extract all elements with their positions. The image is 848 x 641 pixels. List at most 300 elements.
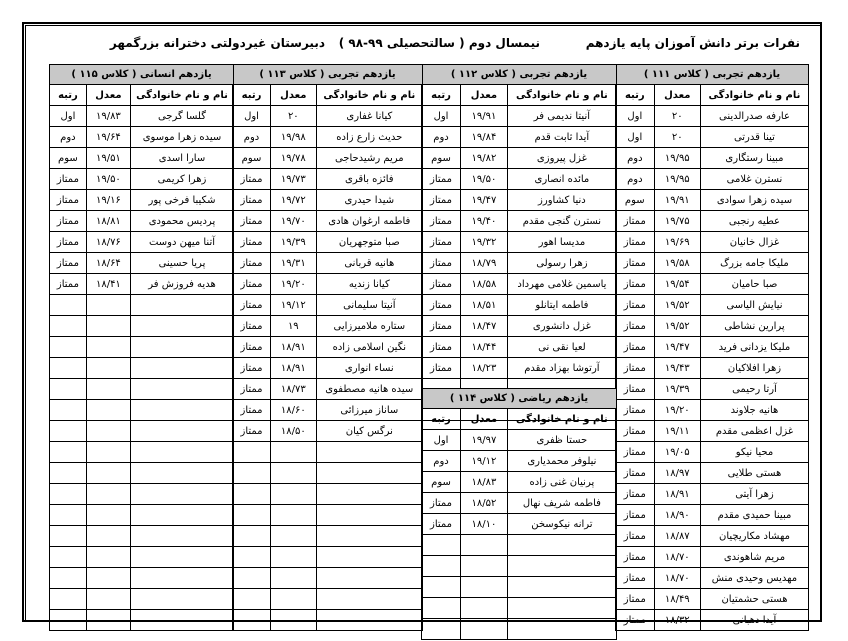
student-average: ۱۹/۹۵ xyxy=(654,148,700,169)
student-average: ۱۹/۲۰ xyxy=(271,274,317,295)
table-row xyxy=(616,169,809,190)
empty-cell xyxy=(422,556,461,577)
student-name: نیایش الیاسی xyxy=(700,295,808,316)
student-name: هانیه قربانی xyxy=(316,253,422,274)
student-average: ۱۹/۸۳ xyxy=(86,106,130,127)
student-name: آنیتا ندیمی فر xyxy=(507,106,616,127)
table-row xyxy=(616,253,809,274)
table-row xyxy=(233,526,423,547)
student-average: ۱۹/۵۴ xyxy=(654,274,700,295)
empty-cell xyxy=(422,619,461,640)
table-row xyxy=(422,337,617,358)
student-rank: اول xyxy=(50,106,87,127)
empty-cell xyxy=(50,568,87,589)
student-name: آرتا رحیمی xyxy=(700,379,808,400)
student-average: ۱۸/۷۹ xyxy=(461,253,508,274)
student-rank: ممتاز xyxy=(422,514,461,535)
empty-cell xyxy=(50,295,87,316)
student-rank: سوم xyxy=(422,472,461,493)
empty-cell xyxy=(86,484,130,505)
student-name: پریا حسینی xyxy=(130,253,233,274)
empty-cell xyxy=(130,589,233,610)
student-rank: ممتاز xyxy=(422,232,461,253)
student-average: ۱۹/۵۸ xyxy=(654,253,700,274)
student-rank: ممتاز xyxy=(50,211,87,232)
student-average: ۱۹/۴۰ xyxy=(461,211,508,232)
empty-cell xyxy=(50,610,87,631)
student-name: نسترن غلامی xyxy=(700,169,808,190)
student-average: ۱۹/۷۵ xyxy=(654,211,700,232)
student-rank: ممتاز xyxy=(616,526,655,547)
table-row xyxy=(422,148,617,169)
student-rank: دوم xyxy=(50,127,87,148)
student-rank: ممتاز xyxy=(233,190,271,211)
empty-cell xyxy=(130,505,233,526)
table-row xyxy=(233,484,423,505)
column-header-row xyxy=(233,85,423,106)
table-row xyxy=(233,547,423,568)
empty-cell xyxy=(130,337,233,358)
empty-cell xyxy=(233,568,271,589)
student-rank: ممتاز xyxy=(616,379,655,400)
table-row xyxy=(616,190,809,211)
student-average: ۱۸/۷۶ xyxy=(86,232,130,253)
empty-cell xyxy=(316,484,422,505)
column-header-row xyxy=(422,85,617,106)
table-row xyxy=(422,211,617,232)
student-rank: ممتاز xyxy=(616,547,655,568)
class-table-115 xyxy=(49,64,234,631)
student-name: شیدا حیدری xyxy=(316,190,422,211)
table-row xyxy=(233,337,423,358)
student-name: لعیا نقی نی xyxy=(507,337,616,358)
student-name: عطیه رنجبی xyxy=(700,211,808,232)
table-row xyxy=(616,106,809,127)
empty-cell xyxy=(130,421,233,442)
student-name: پرارین نشاطی xyxy=(700,316,808,337)
student-name: هدیه فروزش فر xyxy=(130,274,233,295)
table-row xyxy=(50,610,234,631)
empty-cell xyxy=(233,610,271,631)
table-row xyxy=(233,421,423,442)
student-name: زهرا آیتی xyxy=(700,484,808,505)
column-header-row xyxy=(422,409,617,430)
student-average: ۱۹/۴۷ xyxy=(461,190,508,211)
empty-cell xyxy=(50,526,87,547)
class-table-111 xyxy=(615,64,809,631)
student-name: شکیبا فرخی پور xyxy=(130,190,233,211)
student-rank: ممتاز xyxy=(422,190,461,211)
empty-cell xyxy=(86,547,130,568)
table-row xyxy=(233,127,423,148)
student-rank: ممتاز xyxy=(616,295,655,316)
student-rank: ممتاز xyxy=(616,463,655,484)
col-header-avg: معدل xyxy=(654,85,700,106)
table-row xyxy=(50,526,234,547)
empty-cell xyxy=(130,547,233,568)
table-row xyxy=(233,253,423,274)
student-name: نسترن گنجی مقدم xyxy=(507,211,616,232)
table-row xyxy=(233,379,423,400)
empty-cell xyxy=(271,484,317,505)
student-rank: ممتاز xyxy=(616,568,655,589)
table-row xyxy=(233,400,423,421)
student-average: ۱۸/۹۱ xyxy=(271,337,317,358)
table-row xyxy=(422,514,617,535)
student-rank: ممتاز xyxy=(616,442,655,463)
student-rank: ممتاز xyxy=(233,316,271,337)
table-row xyxy=(233,106,423,127)
student-rank: دوم xyxy=(616,148,655,169)
table-row xyxy=(50,421,234,442)
student-rank: ممتاز xyxy=(50,253,87,274)
table-row xyxy=(422,493,617,514)
empty-cell xyxy=(86,400,130,421)
table-row xyxy=(50,337,234,358)
student-rank: ممتاز xyxy=(616,232,655,253)
student-name: غزل اعظمی مقدم xyxy=(700,421,808,442)
table-row xyxy=(50,169,234,190)
student-average: ۱۸/۶۰ xyxy=(271,400,317,421)
student-average: ۱۸/۷۰ xyxy=(654,547,700,568)
table-row xyxy=(233,505,423,526)
student-name: آیدا ثابت قدم xyxy=(507,127,616,148)
student-name: مبینا حمیدی مقدم xyxy=(700,505,808,526)
student-rank: ممتاز xyxy=(233,295,271,316)
student-name: غزال خانیان xyxy=(700,232,808,253)
table-row xyxy=(616,400,809,421)
empty-cell xyxy=(233,547,271,568)
student-name: هانیه جلاوند xyxy=(700,400,808,421)
empty-cell xyxy=(50,337,87,358)
empty-cell xyxy=(86,337,130,358)
student-average: ۱۸/۴۱ xyxy=(86,274,130,295)
student-name: فائزه باقری xyxy=(316,169,422,190)
student-average: ۲۰ xyxy=(271,106,317,127)
table-row xyxy=(616,442,809,463)
student-rank: ممتاز xyxy=(616,421,655,442)
student-average: ۱۸/۷۳ xyxy=(271,379,317,400)
student-average: ۱۸/۹۷ xyxy=(654,463,700,484)
table-row xyxy=(233,148,423,169)
student-rank: ممتاز xyxy=(50,232,87,253)
table-row xyxy=(50,274,234,295)
table-row xyxy=(616,148,809,169)
student-average: ۱۸/۵۱ xyxy=(461,295,508,316)
table-row xyxy=(50,358,234,379)
student-average: ۱۹/۷۰ xyxy=(271,211,317,232)
student-rank: دوم xyxy=(616,169,655,190)
table-row xyxy=(50,442,234,463)
empty-cell xyxy=(50,505,87,526)
student-rank: اول xyxy=(616,127,655,148)
empty-cell xyxy=(233,526,271,547)
student-rank: ممتاز xyxy=(422,316,461,337)
table-row xyxy=(233,232,423,253)
column-header-row xyxy=(50,85,234,106)
student-average: ۱۸/۵۸ xyxy=(461,274,508,295)
student-average: ۱۸/۸۳ xyxy=(461,472,508,493)
student-rank: ممتاز xyxy=(616,211,655,232)
empty-cell xyxy=(233,589,271,610)
table-row xyxy=(50,127,234,148)
student-rank: سوم xyxy=(422,148,461,169)
empty-cell xyxy=(130,442,233,463)
student-average: ۱۹/۴۳ xyxy=(654,358,700,379)
class-title-row xyxy=(50,65,234,85)
empty-cell xyxy=(316,568,422,589)
empty-cell xyxy=(316,463,422,484)
student-name: هستی طلایی xyxy=(700,463,808,484)
student-average: ۱۸/۵۲ xyxy=(461,493,508,514)
empty-cell xyxy=(130,610,233,631)
col-header-name: نام و نام خانوادگی xyxy=(700,85,808,106)
student-name: مائده انصاری xyxy=(507,169,616,190)
student-name: آرتوشا بهزاد مقدم xyxy=(507,358,616,379)
table-row xyxy=(616,358,809,379)
empty-cell xyxy=(86,505,130,526)
table-row xyxy=(50,106,234,127)
student-rank: ممتاز xyxy=(422,211,461,232)
table-row xyxy=(422,535,617,556)
table-row xyxy=(50,589,234,610)
student-rank: ممتاز xyxy=(422,169,461,190)
table-row xyxy=(50,190,234,211)
empty-cell xyxy=(271,589,317,610)
class-title: یازدهم تجربی ( کلاس ۱۱۱ ) xyxy=(616,65,809,85)
class-title: یازدهم انسانی ( کلاس ۱۱۵ ) xyxy=(50,65,234,85)
student-name: ستاره ملامیرزایی xyxy=(316,316,422,337)
empty-cell xyxy=(461,619,508,640)
student-name: مبینا رستگاری xyxy=(700,148,808,169)
student-name: فاطمه ارغوان هادی xyxy=(316,211,422,232)
student-average: ۱۸/۶۴ xyxy=(86,253,130,274)
student-rank: ممتاز xyxy=(616,316,655,337)
student-name: آتنا میهن دوست xyxy=(130,232,233,253)
student-rank: دوم xyxy=(422,451,461,472)
student-average: ۱۸/۳۲ xyxy=(654,610,700,631)
col-header-rank: رتبه xyxy=(616,85,655,106)
table-row xyxy=(50,547,234,568)
table-row xyxy=(50,568,234,589)
student-rank: ممتاز xyxy=(616,484,655,505)
student-name: تینا قدرتی xyxy=(700,127,808,148)
table-row xyxy=(50,148,234,169)
student-average: ۱۹/۶۹ xyxy=(654,232,700,253)
student-average: ۱۹/۳۲ xyxy=(461,232,508,253)
student-name: محیا نیکو xyxy=(700,442,808,463)
student-name: نیلوفر محمدیاری xyxy=(507,451,616,472)
student-name: سیده هانیه مصطفوی xyxy=(316,379,422,400)
table-row xyxy=(616,463,809,484)
table-row xyxy=(422,169,617,190)
student-rank: ممتاز xyxy=(233,253,271,274)
student-average: ۱۹/۵۲ xyxy=(654,316,700,337)
class-title-row xyxy=(233,65,423,85)
table-row xyxy=(233,463,423,484)
empty-cell xyxy=(86,526,130,547)
table-row xyxy=(422,430,617,451)
empty-cell xyxy=(50,547,87,568)
col-header-rank: رتبه xyxy=(233,85,271,106)
table-row xyxy=(616,211,809,232)
student-average: ۱۹/۰۵ xyxy=(654,442,700,463)
table-row xyxy=(50,463,234,484)
student-name: مهدیس وحیدی منش xyxy=(700,568,808,589)
student-rank: ممتاز xyxy=(616,274,655,295)
student-name: مریم رشیدحاجی xyxy=(316,148,422,169)
student-rank: ممتاز xyxy=(50,169,87,190)
col-header-rank: رتبه xyxy=(422,85,461,106)
student-average: ۱۸/۹۰ xyxy=(654,505,700,526)
table-row xyxy=(422,274,617,295)
student-rank: سوم xyxy=(50,148,87,169)
table-row xyxy=(233,316,423,337)
empty-cell xyxy=(86,316,130,337)
empty-cell xyxy=(130,316,233,337)
student-name: ملیکا یزدانی فرید xyxy=(700,337,808,358)
student-rank: ممتاز xyxy=(616,337,655,358)
table-row xyxy=(422,598,617,619)
table-row xyxy=(50,505,234,526)
empty-cell xyxy=(461,598,508,619)
student-average: ۱۹/۹۸ xyxy=(271,127,317,148)
class-title: یازدهم تجربی ( کلاس ۱۱۲ ) xyxy=(422,65,617,85)
empty-cell xyxy=(130,379,233,400)
student-rank: اول xyxy=(233,106,271,127)
student-average: ۱۹ xyxy=(271,316,317,337)
student-average: ۱۹/۱۲ xyxy=(461,451,508,472)
table-row xyxy=(616,316,809,337)
table-row xyxy=(422,316,617,337)
table-row xyxy=(616,127,809,148)
class-title-row xyxy=(422,65,617,85)
student-name: ساناز میرزائی xyxy=(316,400,422,421)
student-name: کیانا زندیه xyxy=(316,274,422,295)
student-average: ۱۸/۹۱ xyxy=(654,484,700,505)
student-average: ۱۹/۹۱ xyxy=(654,190,700,211)
col-header-avg: معدل xyxy=(86,85,130,106)
student-name: گلسا گرجی xyxy=(130,106,233,127)
student-name: کیانا غفاری xyxy=(316,106,422,127)
empty-cell xyxy=(130,400,233,421)
student-name: مهشاد مکاریچیان xyxy=(700,526,808,547)
table-row xyxy=(422,253,617,274)
empty-cell xyxy=(316,610,422,631)
table-row xyxy=(233,211,423,232)
table-row xyxy=(233,589,423,610)
student-rank: ممتاز xyxy=(50,274,87,295)
empty-cell xyxy=(50,589,87,610)
empty-cell xyxy=(50,463,87,484)
empty-cell xyxy=(233,505,271,526)
student-average: ۱۹/۵۰ xyxy=(461,169,508,190)
student-average: ۱۹/۲۰ xyxy=(654,400,700,421)
student-name: نرگس کیان xyxy=(316,421,422,442)
student-name: دنیا کشاورز xyxy=(507,190,616,211)
student-average: ۱۸/۴۹ xyxy=(654,589,700,610)
student-name: نگین اسلامی زاده xyxy=(316,337,422,358)
student-average: ۱۹/۱۱ xyxy=(654,421,700,442)
empty-cell xyxy=(507,598,616,619)
student-rank: ممتاز xyxy=(233,379,271,400)
student-rank: ممتاز xyxy=(233,274,271,295)
class-table-112 xyxy=(421,64,617,421)
class-title-row xyxy=(422,389,617,409)
table-row xyxy=(422,127,617,148)
empty-cell xyxy=(50,400,87,421)
empty-cell xyxy=(86,610,130,631)
empty-cell xyxy=(507,619,616,640)
student-rank: سوم xyxy=(616,190,655,211)
table-row xyxy=(616,526,809,547)
student-rank: ممتاز xyxy=(50,190,87,211)
empty-cell xyxy=(271,547,317,568)
table-row xyxy=(422,232,617,253)
col-header-name: نام و نام خانوادگی xyxy=(507,409,616,430)
student-average: ۱۹/۷۳ xyxy=(271,169,317,190)
school-name: دبیرستان غیردولتی دخترانه بزرگمهر xyxy=(109,36,325,50)
student-rank: ممتاز xyxy=(616,400,655,421)
empty-cell xyxy=(50,379,87,400)
student-name: نساء انواری xyxy=(316,358,422,379)
table-row xyxy=(616,274,809,295)
table-row xyxy=(233,358,423,379)
student-rank: ممتاز xyxy=(233,421,271,442)
table-row xyxy=(422,451,617,472)
empty-cell xyxy=(507,577,616,598)
empty-cell xyxy=(50,484,87,505)
empty-cell xyxy=(507,535,616,556)
table-row xyxy=(50,379,234,400)
student-average: ۱۸/۴۴ xyxy=(461,337,508,358)
student-name: پردیس محمودی xyxy=(130,211,233,232)
empty-cell xyxy=(271,526,317,547)
class-table-113 xyxy=(232,64,423,631)
empty-cell xyxy=(86,421,130,442)
table-row xyxy=(233,274,423,295)
col-header-rank: رتبه xyxy=(422,409,461,430)
table-row xyxy=(422,577,617,598)
student-average: ۱۹/۷۸ xyxy=(271,148,317,169)
empty-cell xyxy=(86,358,130,379)
student-rank: ممتاز xyxy=(422,337,461,358)
empty-cell xyxy=(271,505,317,526)
student-name: پرنیان غنی زاده xyxy=(507,472,616,493)
empty-cell xyxy=(507,556,616,577)
student-average: ۱۸/۵۰ xyxy=(271,421,317,442)
empty-cell xyxy=(86,442,130,463)
student-rank: ممتاز xyxy=(233,358,271,379)
student-average: ۱۹/۶۴ xyxy=(86,127,130,148)
student-name: یاسمین غلامی مهرداد xyxy=(507,274,616,295)
student-name: حدیث زارع زاده xyxy=(316,127,422,148)
student-average: ۱۹/۹۷ xyxy=(461,430,508,451)
class-title: یازدهم تجربی ( کلاس ۱۱۳ ) xyxy=(233,65,423,85)
student-rank: ممتاز xyxy=(422,493,461,514)
student-name: سیده زهرا موسوی xyxy=(130,127,233,148)
empty-cell xyxy=(316,526,422,547)
student-average: ۲۰ xyxy=(654,127,700,148)
student-rank: ممتاز xyxy=(616,253,655,274)
student-rank: ممتاز xyxy=(422,358,461,379)
table-row xyxy=(422,619,617,640)
student-name: غزل دانشوری xyxy=(507,316,616,337)
student-rank: دوم xyxy=(233,127,271,148)
student-rank: ممتاز xyxy=(233,232,271,253)
student-rank: ممتاز xyxy=(422,274,461,295)
student-average: ۱۹/۵۲ xyxy=(654,295,700,316)
